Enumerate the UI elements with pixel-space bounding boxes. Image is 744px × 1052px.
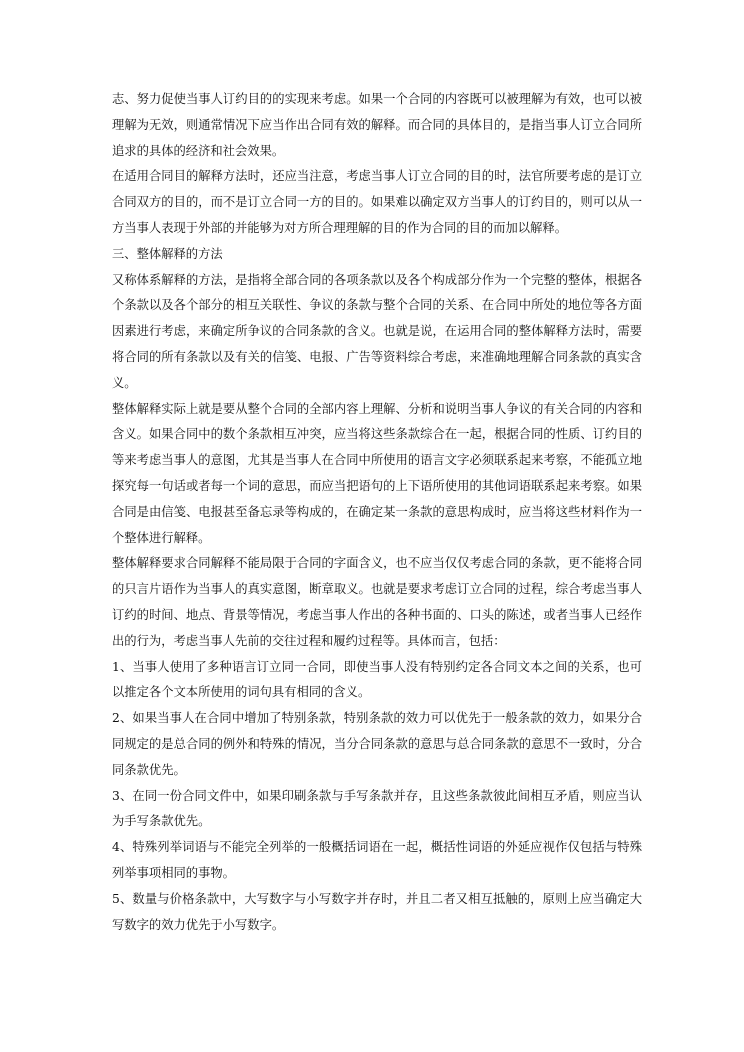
document-page (112, 87, 642, 938)
paragraph-holistic-practice: 整体解释实际上就是要从整个合同的全部内容上理解、分析和说明当事人争议的有关合同的内容和含义。如果合同中的数个条款相互冲突，应当将这些条款综合在一起，根据合同的性质、订约目的等来考虑当事人的意图，尤其是当事人在合同中所使用的语言文字必须联系起来考察，不能孤立地探究每一句话或者每一个词的意思，而应当把语句的上下语所使用的其他词语联系起来考察。如果合同是由信笺、电报甚至备忘录等构成的，在确定某一条款的意思构成时，应当将这些材料作为一个整体进行解释。 (112, 401, 642, 545)
paragraph-purpose-method-note: 在适用合同目的解释方法时，还应当注意，考虑当事人订立合同的目的时，法官所要考虑的是订立合同双方的目的，而不是订立合同一方的目的。如果难以确定双方当事人的订约目的，则可以从一方当事人表现于外部的并能够为对方所合理理解的目的作为合同的目的而加以解释。 (112, 169, 642, 235)
list-item-3: 3、在同一份合同文件中，如果印刷条款与手写条款并存，且这些条款彼此间相互矛盾，则应当认为手写条款优先。 (112, 788, 642, 829)
list-item-1: 1、当事人使用了多种语言订立同一合同，即使当事人没有特别约定各合同文本之间的关系，也可以推定各个文本所使用的词句具有相同的含义。 (112, 659, 642, 700)
list-item-5: 5、数量与价格条款中，大写数字与小写数字并存时，并且二者又相互抵触的，原则上应当确定大写数字的效力优先于小写数字。 (112, 891, 642, 932)
paragraph-systematic-interpretation: 又称体系解释的方法，是指将全部合同的各项条款以及各个构成部分作为一个完整的整体，根据各个条款以及各个部分的相互关联性、争议的条款与整个合同的关系、在合同中所处的地位等各方面因素进行考虑，来确定所争议的合同条款的含义。也就是说，在运用合同的整体解释方法时，需要将合同的所有条款以及有关的信笺、电报、广告等资料综合考虑，来准确地理解合同条款的真实含义。 (112, 272, 642, 390)
list-item-4: 4、特殊列举词语与不能完全列举的一般概括词语在一起，概括性词语的外延应视作仅包括与特殊列举事项相同的事物。 (112, 840, 642, 880)
list-item-2: 2、如果当事人在合同中增加了特别条款，特别条款的效力可以优先于一般条款的效力，如果分合同规定的是总合同的例外和特殊的情况，当分合同条款的意思与总合同条款的意思不一致时，分合同条款优先。 (112, 711, 642, 777)
paragraph-purpose-interpretation: 志、努力促使当事人订约目的的实现来考虑。如果一个合同的内容既可以被理解为有效，也可以被理解为无效，则通常情况下应当作出合同有效的解释。而合同的具体目的，是指当事人订立合同所追求的具体的经济和社会效果。 (112, 92, 642, 158)
paragraph-holistic-requirements: 整体解释要求合同解释不能局限于合同的字面含义，也不应当仅仅考虑合同的条款，更不能将合同的只言片语作为当事人的真实意图，断章取义。也就是要求考虑订立合同的过程，综合考虑当事人订约的时间、地点、背景等情况，考虑当事人作出的各种书面的、口头的陈述，或者当事人已经作出的行为，考虑当事人先前的交往过程和履约过程等。具体而言，包括： (112, 556, 642, 648)
section-heading-holistic-interpretation: 三、整体解释的方法 (112, 246, 223, 261)
